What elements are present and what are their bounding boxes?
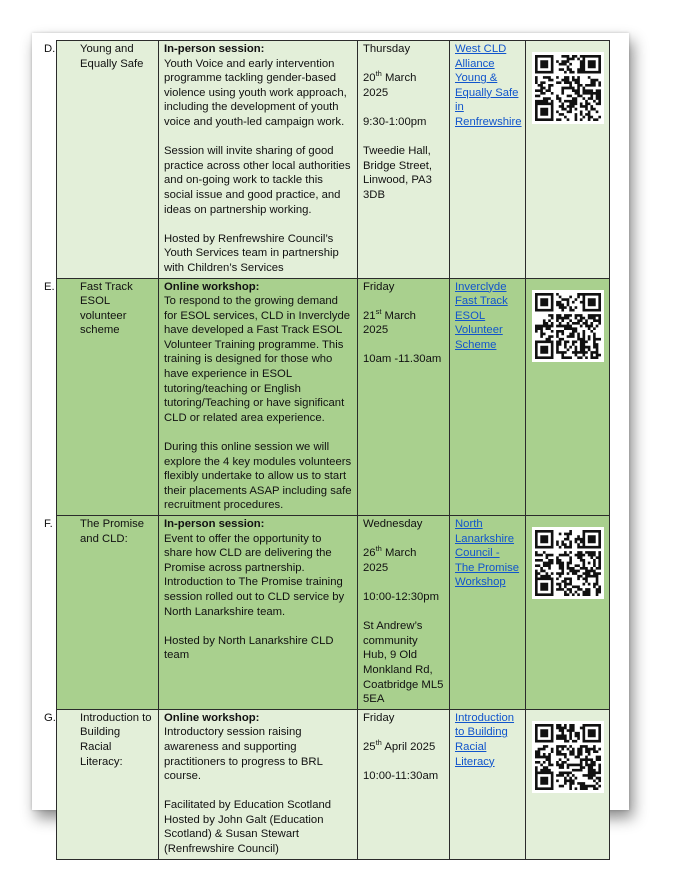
description-paragraph: Facilitated by Education Scotland Hosted by John Galt (Education Scotland) & Susan Stewart (Renfrewshire Council) (164, 799, 332, 856)
qr-pattern (535, 55, 601, 121)
event-title-cell (44, 709, 159, 859)
event-day: Thursday (363, 43, 411, 55)
event-date: 26th March 2025 (363, 544, 417, 574)
session-type: In-person session: (164, 43, 265, 55)
event-datetime-cell (358, 41, 450, 279)
event-description-cell (159, 41, 358, 279)
table-row (57, 41, 610, 279)
event-title-cell (44, 278, 159, 516)
event-day: Friday (363, 280, 395, 293)
session-type: In-person session: (164, 518, 265, 530)
registration-link[interactable]: West CLD Alliance Young & Equally Safe in Renfrewshire (455, 43, 522, 128)
table-row (57, 278, 610, 516)
event-description-cell (159, 516, 358, 710)
qr-cell (526, 516, 610, 710)
event-title: D. Young and Equally Safe (44, 43, 144, 70)
event-link-cell (450, 278, 526, 516)
event-title: G. Introduction to Building Racial Literacy: (44, 711, 152, 768)
event-title: E. Fast Track ESOL volunteer scheme (44, 280, 133, 337)
event-link-cell (450, 41, 526, 279)
event-description-cell (159, 278, 358, 516)
registration-link[interactable]: North Lanarkshire Council - The Promise Workshop (455, 518, 520, 589)
registration-link[interactable]: Introduction to Building Racial Literacy (455, 711, 515, 768)
qr-pattern (535, 293, 601, 359)
event-day: Friday (363, 711, 395, 724)
event-time: 10am -11.30am (363, 353, 442, 366)
event-datetime-cell (358, 516, 450, 710)
qr-pattern (535, 530, 601, 596)
description-paragraph: Youth Voice and early intervention programme tackling gender-based violence using youth work approach, including the development of youth voice and youth-led campaign work. (164, 57, 347, 128)
qr-code-icon (532, 290, 604, 362)
document-page (32, 33, 629, 856)
event-venue: Tweedie Hall, Bridge Street, Linwood, PA3 3DB (363, 145, 433, 201)
event-title: F. The Promise and CLD: (44, 518, 145, 545)
session-type: Online workshop: (164, 280, 260, 293)
table-row (57, 709, 610, 859)
events-table (44, 40, 610, 860)
qr-code-icon (532, 527, 604, 599)
event-venue: St Andrew’s community Hub, 9 Old Monkland Rd, Coatbridge ML5 5EA (363, 620, 444, 706)
table-row (57, 516, 610, 710)
qr-cell (526, 278, 610, 516)
event-time: 9:30-1:00pm (363, 115, 427, 128)
event-day: Wednesday (363, 518, 423, 530)
event-datetime-cell (358, 278, 450, 516)
event-date: 25th April 2025 (363, 738, 436, 753)
event-title-cell (44, 516, 159, 710)
event-time: 10:00-11:30am (363, 770, 439, 783)
event-link-cell (450, 516, 526, 710)
description-paragraph: Introductory session raising awareness and supporting practitioners to progress to BRL course. (164, 726, 323, 783)
event-title-cell (44, 41, 159, 279)
qr-pattern (535, 724, 601, 790)
description-paragraph: Session will invite sharing of good practice across other local authorities and on-going work to tackle this social issue and good practice, and ideas on partnership working. (164, 145, 351, 216)
event-date: 20th March 2025 (363, 69, 417, 99)
qr-cell (526, 41, 610, 279)
session-type: Online workshop: (164, 711, 260, 724)
event-datetime-cell (358, 709, 450, 859)
description-paragraph: Event to offer the opportunity to share how CLD are delivering the Promise across partnership. Introduction to The Promise training session rolled out to CLD service by North Lanarkshire team. (164, 532, 345, 618)
description-paragraph: During this online session we will explore the 4 key modules volunteers flexibly undertake to allow us to start their placements ASAP including safe recruitment procedures. (164, 441, 352, 512)
qr-code-icon (532, 52, 604, 124)
registration-link[interactable]: Inverclyde Fast Track ESOL Volunteer Scheme (455, 280, 508, 351)
description-paragraph: Hosted by North Lanarkshire CLD team (164, 634, 334, 662)
description-paragraph: To respond to the growing demand for ESOL services, CLD in Inverclyde have developed a Fast Track ESOL Volunteer Training programme. This training is designed for those who have experience in ESOL tutoring/teaching or English tutoring/Teaching or have significant CLD or related area experience. (164, 295, 351, 424)
qr-cell (526, 709, 610, 859)
qr-code-icon (532, 721, 604, 793)
event-time: 10:00-12:30pm (363, 590, 439, 603)
event-date: 21st March 2025 (363, 306, 416, 337)
event-link-cell (450, 709, 526, 859)
description-paragraph: Hosted by Renfrewshire Council’s Youth Services team in partnership with Children’s Services (164, 232, 339, 274)
event-description-cell (159, 709, 358, 859)
